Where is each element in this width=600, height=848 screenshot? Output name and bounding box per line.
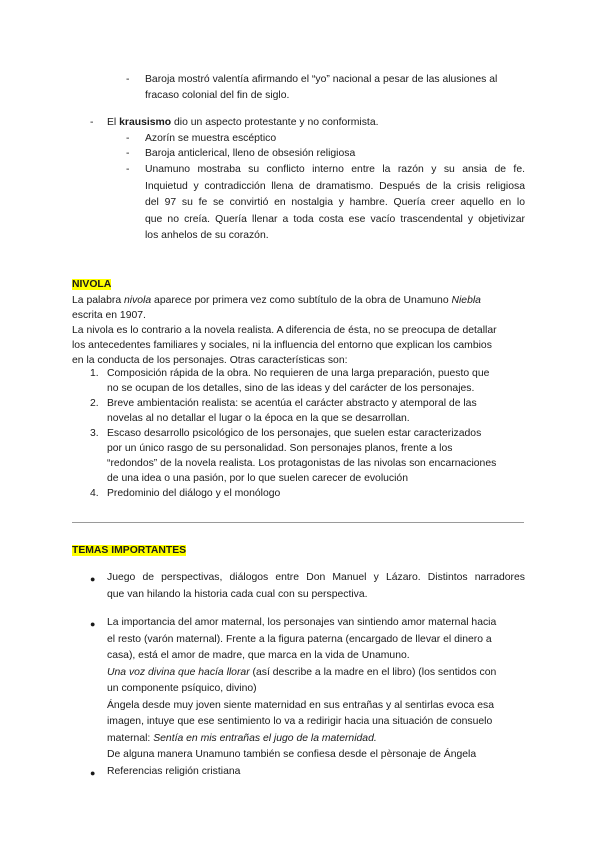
tema-religion: Referencias religión cristiana <box>107 766 241 777</box>
nivola-para-line2: los antecedentes familiares y sociales, ni la influencia del entorno que explican los cambios <box>72 340 492 351</box>
temas-heading: TEMAS IMPORTANTES <box>72 545 187 556</box>
nivola-intro: La palabra nivola aparece por primera vez como subtítulo de la obra de Unamuno Niebla <box>72 295 481 306</box>
nivola-item-1-line2: no se ocupan de los detalles, sino de las ideas y del carácter de los personajes. <box>107 383 475 394</box>
nivola-item-1-line1: Composición rápida de la obra. No requieren de una larga preparación, puesto que <box>107 368 490 379</box>
krausismo-term: krausismo <box>119 117 172 128</box>
nivola-intro-line2: escrita en 1907. <box>72 310 146 321</box>
nivola-item-2-line1: Breve ambientación realista: se acentúa el carácter abstracto y atemporal de las <box>107 398 477 409</box>
horizontal-divider <box>72 522 524 523</box>
list-number: 4. <box>90 488 99 499</box>
bullet-dot-icon: ● <box>90 574 96 584</box>
nivola-item-3-line3: “redondos” de la novela realista. Los protagonistas de las nivolas son encarnaciones <box>107 458 497 469</box>
list-number: 3. <box>90 428 99 439</box>
nivola-para-line1: La nivola es lo contrario a la novela realista. A diferencia de ésta, no se preocupa de detallar <box>72 325 497 336</box>
dash-bullet: - <box>90 117 94 128</box>
nivola-item-3-line2: por un único rasgo de su personalidad. Son personajes planos, frente a los <box>107 443 453 454</box>
nivola-heading: NIVOLA <box>72 279 112 290</box>
baroja-line-1: Baroja mostró valentía afirmando el “yo” nacional a pesar de las alusiones al <box>145 74 498 85</box>
nivola-item-3-line4: de una idea o una pasión, por lo que suelen carecer de evolución <box>107 473 408 484</box>
azorin-item: Azorín se muestra escéptico <box>145 133 277 144</box>
baroja-line-2: fracaso colonial del fin de siglo. <box>145 90 290 101</box>
bullet-dot-icon: ● <box>90 768 96 778</box>
nivola-item-2-line2: novelas al no detallar el lugar o la época en la que se desarrollan. <box>107 413 410 424</box>
list-number: 1. <box>90 368 99 379</box>
dash-bullet: - <box>126 164 130 175</box>
tema-perspectivas: Juego de perspectivas, diálogos entre Don Manuel y Lázaro. Distintos narradores que van hilando la historia cada cual con su perspectiva. <box>107 572 525 600</box>
dash-bullet: - <box>126 74 130 85</box>
bullet-dot-icon: ● <box>90 619 96 629</box>
baroja-item: Baroja anticlerical, lleno de obsesión religiosa <box>145 148 356 159</box>
tema-amor-maternal: La importancia del amor maternal, los personajes van sintiendo amor maternal hacia el resto (varón maternal). Frente a la figura paterna (encargado de llevar el dinero a casa), está el amor de madre, que marca en la vida de Unamuno. Una voz divina que hacía llorar (así describe a la madre en el libro) (los sentidos con un componente psíquico, divino) Ángela desde muy joven siente maternidad en sus entrañas y al sentirlas evoca esa imagen, intuye que ese sentimiento lo va a redirigir hacia una situación de consuelo maternal: Sentía en mis entrañas el jugo de la maternidad. De alguna manera Unamuno también se confiesa desde el pèrsonaje de Ángela <box>107 617 497 760</box>
krausismo-line: El krausismo dio un aspecto protestante y no conformista. <box>107 117 379 128</box>
nivola-item-3-line1: Escaso desarrollo psicológico de los personajes, que suelen estar caracterizados <box>107 428 482 439</box>
dash-bullet: - <box>126 133 130 144</box>
dash-bullet: - <box>126 148 130 159</box>
list-number: 2. <box>90 398 99 409</box>
unamuno-item: Unamuno mostraba su conflicto interno entre la razón y su ansia de fe. Inquietud y contradicción llena de dramatismo. Después de la crisis religiosa del 97 su fe se convirtió en nostalgia y hambre. Quería creer aquello en lo que no creía. Quería llenar a toda costa ese vacío trascendental y objetivizar los anhelos de su corazón. <box>145 164 525 241</box>
nivola-para-line3: en la conducta de los personajes. Otras características son: <box>72 355 348 366</box>
nivola-item-4-line1: Predominio del diálogo y el monólogo <box>107 488 281 499</box>
